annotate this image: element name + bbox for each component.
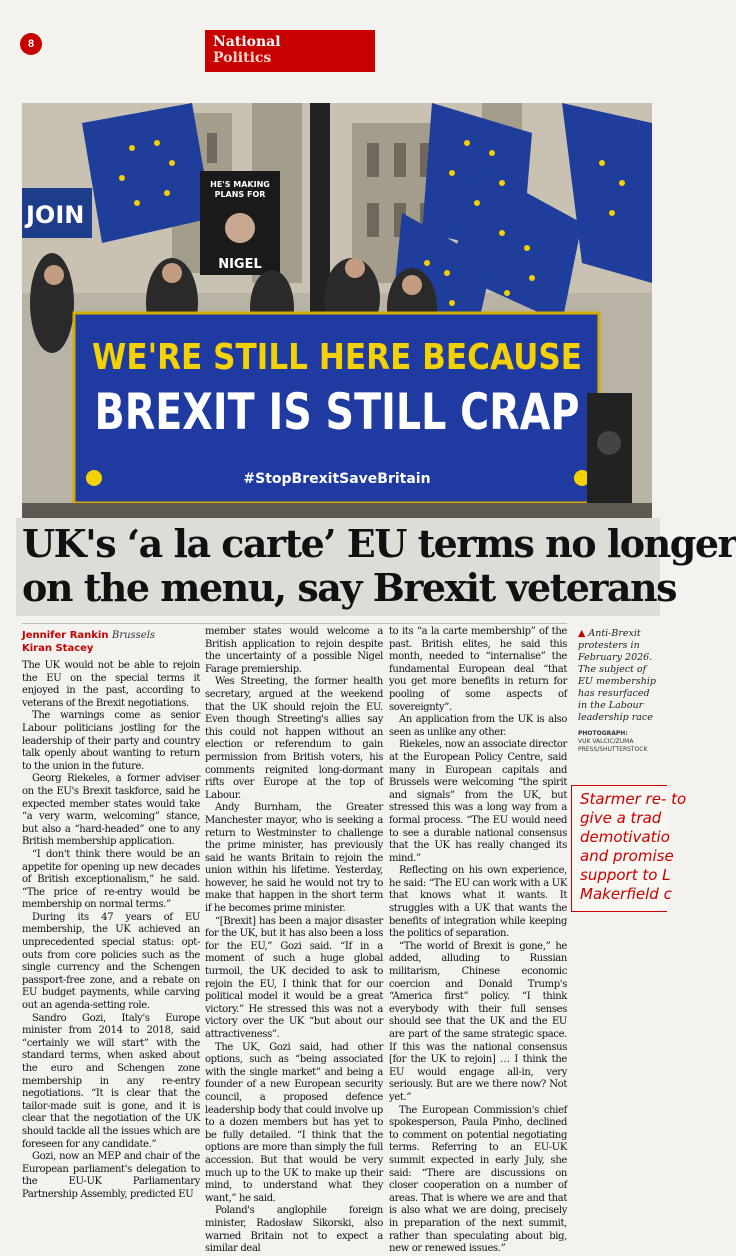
photo-caption [578,628,658,754]
section-tag [205,30,375,72]
page-number: 8 [20,33,42,55]
author-location: Brussels [111,630,156,641]
paragraph: to its “a la carte membership” of the past. British elites, he said this month, needed to “internalise” the fundamental European deal “that you get more benefits in return for pooling of some aspects of sovereignty”. [389,626,567,713]
paragraph: Gozi, now an MEP and chair of the European parliament's delegation to the EU-UK Parliamentary Partnership Assembly, predicted EU [22,1151,200,1200]
headline-line2: on the menu, say Brexit veterans [22,565,677,610]
paragraph: “The world of Brexit is gone,” he added, alluding to Russian militarism, Chinese economic coercion and Donald Trump's “America first” policy. “I think everybody with their full senses should see that the UK and the EU are part of the same strategic space. If this was the national consensus [for the UK to rejoin] … I think the EU would engage all-in, very seriously. But are we there now? Not yet.” [389,940,567,1103]
promo-box[interactable] [571,785,687,912]
paragraph: Reflecting on his own experience, he said: “The EU can work with a UK that knows what it wants. It struggles with a UK that wants the benefits of integration while keeping the politics of separation. [389,865,567,940]
protest-photo [22,103,652,518]
join-sign: JOIN [26,201,85,229]
article-column-1 [22,660,200,1202]
byline-rule [22,623,567,624]
promo-text: Starmer re- to give a trad demotivatio and promise support to L Makerfield c [580,790,687,903]
paragraph: member states would welcome a British application to rejoin despite the uncertainty of a possible Nigel Farage premiership. [205,626,383,675]
paragraph: The UK, Gozi said, had other options, such as “being associated with the single market” and being a founder of a new European security council, a proposed defence leadership body that could involve up to a dozen members but has yet to be fully detailed. “I think that the options are more than simply the full accession. But that would be very much up to the UK to make up their mind, to understand what they want,” he said. [205,1041,383,1204]
caption-text: Anti-Brexit protesters in February 2026. The subject of EU membership has resurfaced in the Labour leadership race [578,628,656,723]
paragraph: During its 47 years of EU membership, the UK achieved an unprecedented special status: opt-outs from core policies such as the single currency and the Schengen passport-free zone, and a rebate on EU budget payments, while carving out an agenda-setting role. [22,911,200,1012]
headline-line1: UK's ‘a la carte’ EU terms no longer [22,521,736,566]
author-1: Jennifer Rankin [22,630,109,641]
byline [22,629,155,655]
article-column-3 [389,626,567,1256]
paragraph: Riekeles, now an associate director at the European Policy Centre, said many in European capitals and Brussels were welcoming “the spirit and signals” from the UK, but stressed this was a long way from a formal process. “The EU would need to see a durable national consensus that the UK has really changed its mind.” [389,739,567,864]
paragraph: An application from the UK is also seen as unlike any other. [389,714,567,738]
caption-credit-label: PHOTOGRAPH: [578,730,628,737]
paragraph: The warnings come as senior Labour politicians jostling for the leadership of their party and country talk openly about wanting to return to the union in the future. [22,710,200,772]
caption-triangle-icon: ▲ [578,628,586,639]
sign-line2: PLANS FOR [214,190,266,199]
paragraph: The European Commission's chief spokesperson, Paula Pinho, declined to comment on potential negotiating terms. Referring to an EU-UK summit expected in early July, she said: “There are discussions on closer cooperation on a number of areas. That is where we are and that is also what we are doing, precisely in preparation of the next summit, rather than speculating about big, new or renewed issues.” [389,1104,567,1255]
banner-line1: WE'RE STILL HERE BECAUSE [92,337,582,378]
paragraph: Wes Streeting, the former health secretary, argued at the weekend that the UK should rejoin the EU. Even though Streeting's allies say this could not happen without an election or referendum to gain permission from British voters, his comments reignited long-dormant rifts over Europe at the top of Labour. [205,676,383,801]
paragraph: “[Brexit] has been a major disaster for the UK, but it has also been a loss for the EU,” Gozi said. “If in a moment of such a huge global turmoil, the UK decided to ask to rejoin the EU, I think that for our political model it would be a great victory.” He stressed this was not a victory over the UK “but about our attractiveness”. [205,915,383,1040]
banner-hashtag: #StopBrexitSaveBritain [243,471,431,487]
headline [22,521,736,610]
banner-line2: BREXIT IS STILL CRAP [94,383,580,441]
paragraph: “I don't think there would be an appetite for opening up new decades of British exceptionalism,” he said. “The price of re-entry would be membership on normal terms.” [22,848,200,911]
caption-credit: VUK VALCIC/ZUMA PRESS/SHUTTERSTOCK [578,738,648,753]
paragraph: The UK would not be able to rejoin the EU on the special terms it enjoyed in the past, according to veterans of the Brexit negotiations. [22,660,200,709]
section-label: National [213,34,281,50]
paragraph: Georg Riekeles, a former adviser on the EU's Brexit taskforce, said he expected member states would take “a very warm, welcoming” stance, but also a “hard-headed” one to any British membership application. [22,773,200,848]
paragraph: Sandro Gozi, Italy's Europe minister from 2014 to 2018, said “certainly we will start” with the standard terms, when asked about the euro and Schengen zone membership in any re-entry negotiations. “It is clear that the tailor-made suit is gone, and it is clear that the negotiation of the UK should tackle all the issues which are foreseen for any candidate.” [22,1012,200,1150]
sign-line1: HE'S MAKING [210,180,270,189]
sign-name: NIGEL [218,257,262,272]
article-column-2 [205,626,383,1256]
section-sublabel: Politics [213,50,272,66]
author-2: Kiran Stacey [22,643,94,654]
paragraph: Poland's anglophile foreign minister, Radosław Sikorski, also warned Britain not to expect a similar deal [205,1205,383,1255]
paragraph: Andy Burnham, the Greater Manchester mayor, who is seeking a return to Westminster to challenge the prime minister, has previously said he wants Britain to rejoin the union within his lifetime. Yesterday, however, he said he would not try to make that happen in the short term if he becomes prime minister. [205,802,383,915]
